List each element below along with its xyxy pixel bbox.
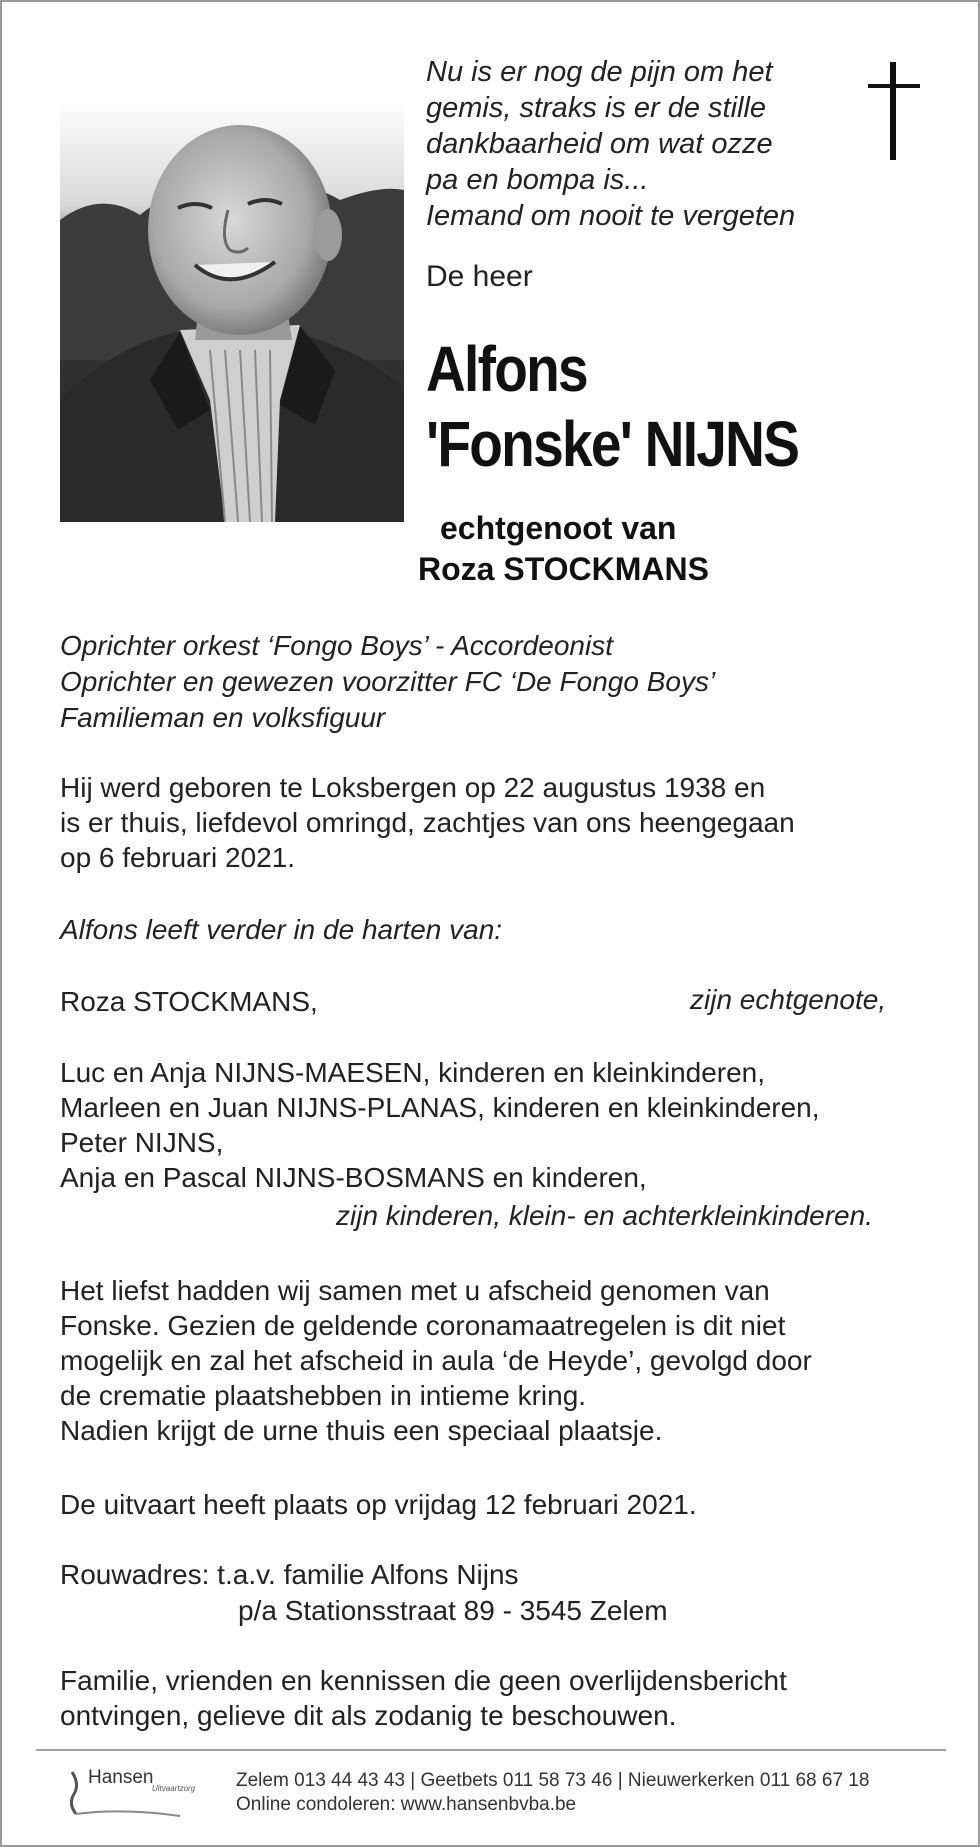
deceased-first-name: Alfons — [426, 333, 587, 405]
logo-subtitle: Uitvaartzorg — [152, 1784, 196, 1793]
list-item: Marleen en Juan NIJNS-PLANAS, kinderen en kleinkinderen, — [60, 1092, 820, 1123]
farewell-paragraph — [60, 1273, 812, 1448]
paragraph-line: Het liefst hadden wij samen met u afscheid genomen van — [60, 1275, 770, 1306]
spouse-entry-relation: zijn echtgenote, — [690, 984, 887, 1015]
spouse-name: Roza STOCKMANS — [418, 551, 709, 587]
cross-icon — [866, 62, 922, 167]
paragraph-line: de crematie plaatshebben in intieme kring. — [60, 1380, 587, 1411]
salutation: De heer — [426, 260, 533, 293]
paragraph-line: Hij werd geboren te Loksbergen op 22 augustus 1938 en — [60, 772, 766, 803]
portrait-photo — [60, 100, 404, 522]
poem — [426, 54, 846, 234]
role-line: Oprichter en gewezen voorzitter FC ‘De Fongo Boys’ — [60, 666, 716, 697]
list-item: Peter NIJNS, — [60, 1127, 224, 1158]
paragraph-line: Nadien krijgt de urne thuis een speciaal plaatsje. — [60, 1415, 663, 1446]
roles — [60, 628, 715, 736]
children-relation: zijn kinderen, klein- en achterkleinkinderen. — [336, 1200, 873, 1231]
paragraph-line: Fonske. Gezien de geldende coronamaatregelen is dit niet — [60, 1310, 786, 1341]
poem-line: dankbaarheid om wat ozze — [426, 128, 773, 160]
logo-name: Hansen — [88, 1767, 154, 1788]
deceased-full-name: 'Fonske' NIJNS — [426, 408, 799, 480]
funeral-line: De uitvaart heeft plaats op vrijdag 12 februari 2021. — [60, 1489, 697, 1520]
lives-on-heading: Alfons leeft verder in de harten van: — [60, 914, 503, 945]
paragraph-line: Familie, vrienden en kennissen die geen overlijdensbericht — [60, 1665, 787, 1696]
poem-line: gemis, straks is er de stille — [426, 92, 767, 124]
spouse-intro: echtgenoot van — [440, 510, 677, 546]
poem-line: Iemand om nooit te vergeten — [426, 200, 796, 232]
poem-line: Nu is er nog de pijn om het — [426, 56, 773, 88]
address-line: Rouwadres: t.a.v. familie Alfons Nijns — [60, 1559, 519, 1590]
footer-phone-numbers: Zelem 013 44 43 43 | Geetbets 011 58 73 46 | Nieuwerkerken 011 68 67 18 — [236, 1770, 870, 1791]
paragraph-line: op 6 februari 2021. — [60, 842, 296, 873]
role-line: Oprichter orkest ‘Fongo Boys’ - Accordeonist — [60, 630, 613, 661]
closing-paragraph — [60, 1663, 787, 1733]
poem-line: pa en bompa is... — [426, 164, 649, 196]
paragraph-line: ontvingen, gelieve dit als zodanig te beschouwen. — [60, 1700, 677, 1731]
role-line: Familieman en volksfiguur — [60, 702, 386, 733]
paragraph-line: mogelijk en zal het afscheid in aula ‘de Heyde’, gevolgd door — [60, 1345, 812, 1376]
divider — [36, 1749, 946, 1751]
address-street: p/a Stationsstraat 89 - 3545 Zelem — [238, 1595, 668, 1626]
footer-website[interactable]: Online condoleren: www.hansenbvba.be — [236, 1794, 577, 1815]
list-item: Anja en Pascal NIJNS-BOSMANS en kinderen, — [60, 1162, 647, 1193]
spouse-entry-name: Roza STOCKMANS, — [60, 986, 318, 1017]
paragraph-line: is er thuis, liefdevol omringd, zachtjes van ons heengegaan — [60, 807, 795, 838]
list-item: Luc en Anja NIJNS-MAESEN, kinderen en kleinkinderen, — [60, 1057, 766, 1088]
birth-paragraph — [60, 770, 795, 875]
children-list — [60, 1055, 820, 1195]
